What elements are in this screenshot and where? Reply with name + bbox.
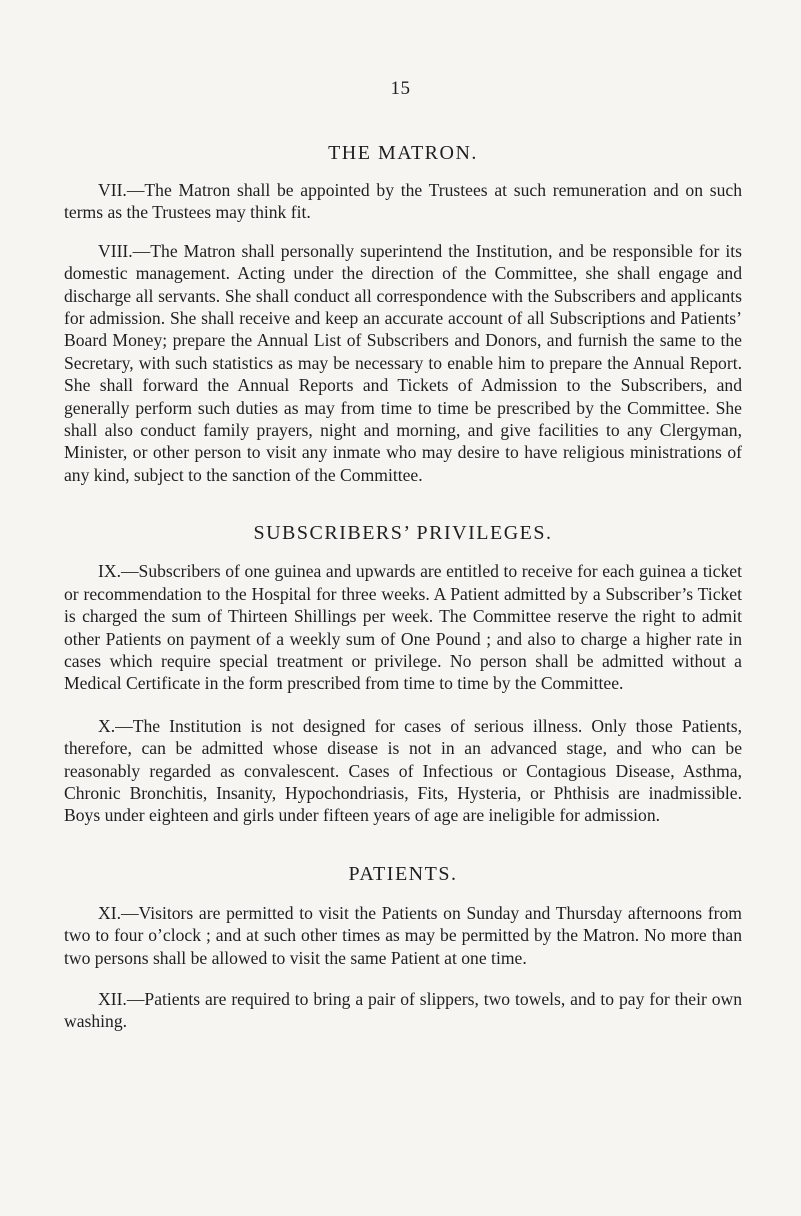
rule-xi-paragraph: XI.—Visitors are permitted to visit the Patients on Sunday and Thursday afternoons from two to four o’clock ; and at such other times as may be permitted by the Matron. No more than two persons shall be allowed to visit the same Patient at one time. [64, 902, 742, 968]
page-number: 15 [390, 78, 411, 99]
section-heading-subscribers-privileges: SUBSCRIBERS’ PRIVILEGES. [253, 522, 553, 545]
rule-viii-paragraph: VIII.—The Matron shall personally superintend the Institution, and be responsible for its domestic management. Acting under the direction of the Committee, she shall engage and discharge all servants. She shall conduct all correspondence with the Subscribers and applicants for admission. She shall receive and keep an accurate account of all Subscriptions and Patients’ Board Money; prepare the Annual List of Subscribers and Donors, and furnish the same to the Secretary, with such statistics as may be necessary to enable him to prepare the Annual Report. She shall forward the Annual Reports and Tickets of Admission to the Subscribers, and generally perform such duties as may from time to time be prescribed by the Committee. She shall also conduct family prayers, night and morning, and give facilities to any Clergyman, Minister, or other person to visit any inmate who may desire to have religious ministrations of any kind, subject to the sanction of the Committee. [64, 240, 742, 485]
page-content [64, 142, 742, 1033]
section-heading-matron: THE MATRON. [328, 142, 478, 164]
rule-vii-paragraph: VII.—The Matron shall be appointed by the Trustees at such remuneration and on such terms as the Trustees may think fit. [64, 180, 742, 223]
rule-xii-paragraph: XII.—Patients are required to bring a pair of slippers, two towels, and to pay for their own washing. [64, 988, 742, 1032]
rule-ix-paragraph: IX.—Subscribers of one guinea and upwards are entitled to receive for each guinea a ticket or recommendation to the Hospital for three weeks. A Patient admitted by a Subscriber’s Ticket is charged the sum of Thirteen Shillings per week. The Committee reserve the right to admit other Patients on payment of a weekly sum of One Pound ; and also to charge a higher rate in cases which require special treatment or privilege. No person shall be admitted without a Medical Certificate in the form prescribed from time to time by the Committee. [64, 561, 742, 694]
section-heading-patients: PATIENTS. [348, 862, 458, 885]
rule-x-paragraph: X.—The Institution is not designed for cases of serious illness. Only those Patients, therefore, can be admitted whose disease is not in an advanced stage, and who can be reasonably regarded as convalescent. Cases of Infectious or Contagious Disease, Asthma, Chronic Bronchitis, Insanity, Hypochondriasis, Fits, Hysteria, or Phthisis are inadmissible. Boys under eighteen and girls under fifteen years of age are ineligible for admission. [64, 715, 742, 826]
